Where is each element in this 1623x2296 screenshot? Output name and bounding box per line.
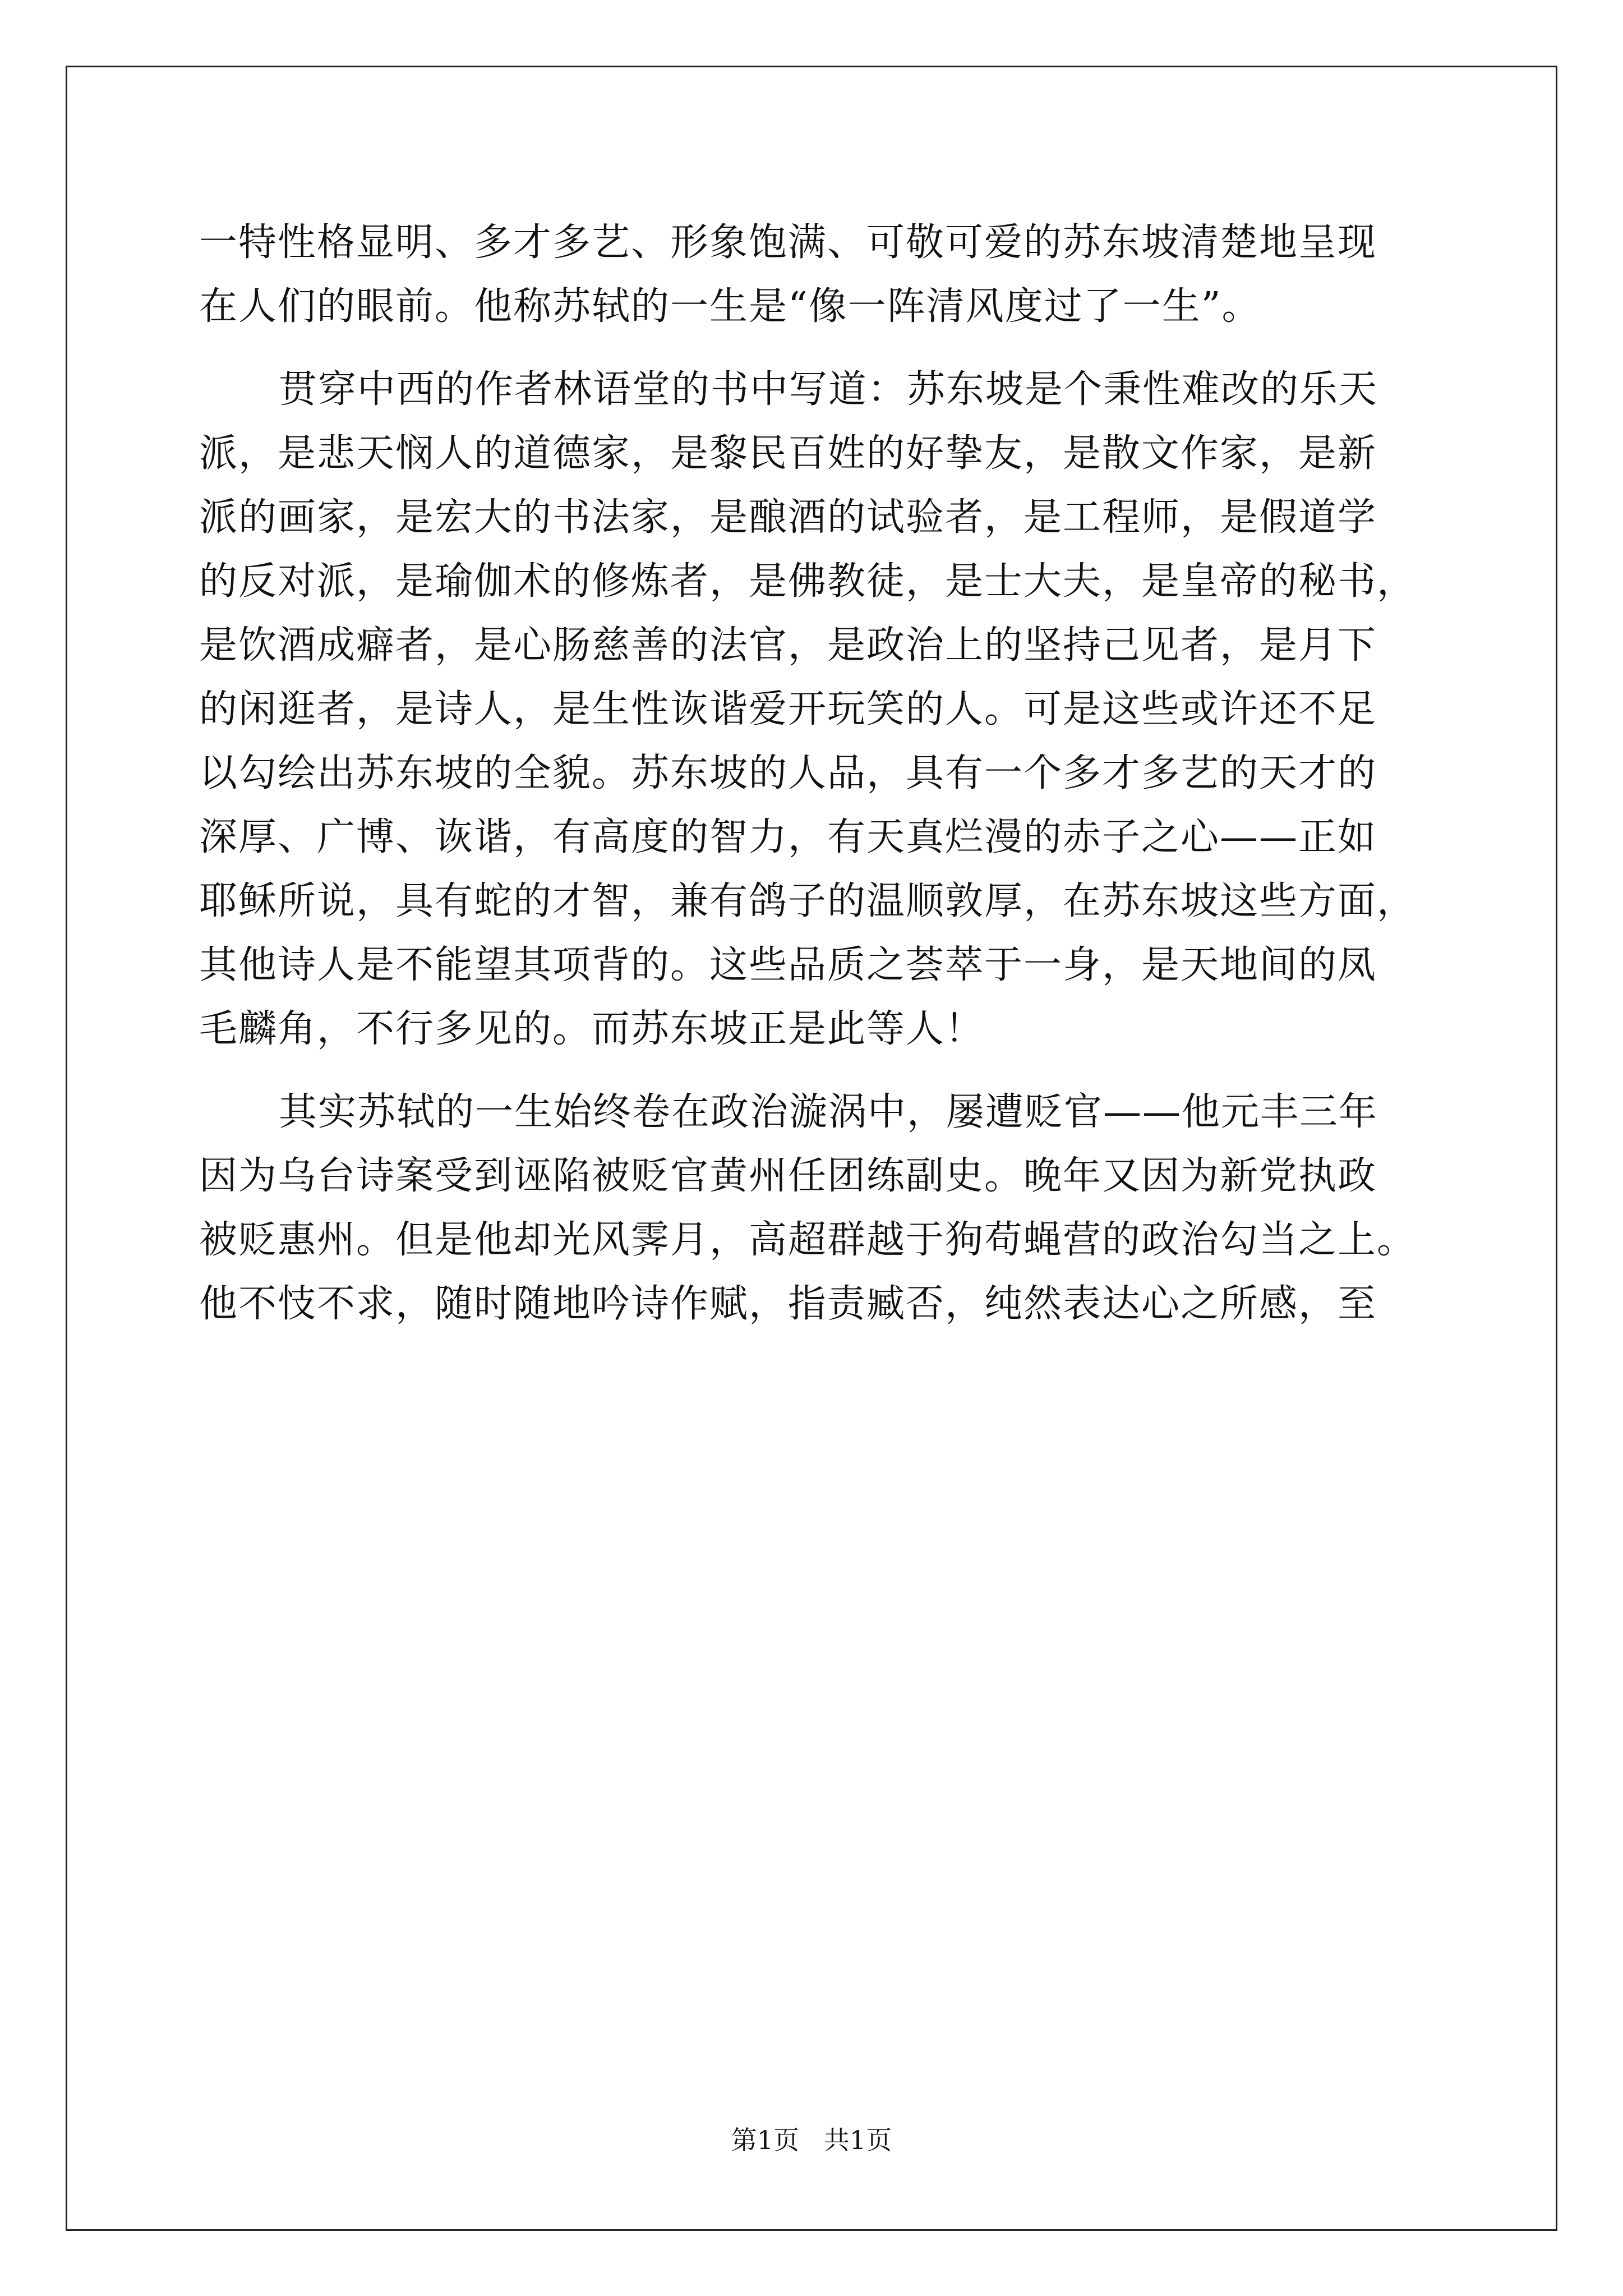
text-line: 因为乌台诗案受到诬陷被贬官黄州任团练副史。晚年又因为新党执政: [199, 1154, 1377, 1198]
text-line: 一特性格显明、多才多艺、形象饱满、可敬可爱的苏东坡清楚地呈现: [199, 220, 1377, 265]
text-line: 深厚、广博、诙谐，有高度的智力，有天真烂漫的赤子之心——正如: [199, 815, 1377, 859]
text-line: 的闲逛者，是诗人，是生性诙谐爱开玩笑的人。可是这些或许还不足: [199, 687, 1377, 731]
text-line: 他不忮不求，随时随地吟诗作赋，指责臧否，纯然表达心之所感，至: [199, 1282, 1377, 1326]
text-line: 毛麟角，不行多见的。而苏东坡正是此等人！: [199, 1007, 985, 1051]
text-line: 被贬惠州。但是他却光风霁月，高超群越于狗苟蝇营的政治勾当之上。: [199, 1218, 1417, 1262]
text-line: 派，是悲天悯人的道德家，是黎民百姓的好挚友，是散文作家，是新: [199, 431, 1377, 476]
document-body: [199, 211, 1427, 1336]
paragraph-first-line: 贯穿中西的作者林语堂的书中写道：苏东坡是个秉性难改的乐天: [279, 367, 1378, 412]
text-line: 的反对派，是瑜伽术的修炼者，是佛教徒，是士大夫，是皇帝的秘书，: [199, 559, 1417, 604]
page-number-footer: 第1页 共1页: [731, 2125, 892, 2155]
text-line: 在人们的眼前。他称苏轼的一生是“像一阵清风度过了一生”。: [199, 284, 1261, 329]
text-line: 是饮酒成癖者，是心肠慈善的法官，是政治上的坚持己见者，是月下: [199, 623, 1377, 668]
text-line: 派的画家，是宏大的书法家，是酿酒的试验者，是工程师，是假道学: [199, 495, 1377, 540]
text-line: 耶稣所说，具有蛇的才智，兼有鸽子的温顺敦厚，在苏东坡这些方面，: [199, 879, 1417, 923]
text-line: 其他诗人是不能望其项背的。这些品质之荟萃于一身，是天地间的凤: [199, 943, 1377, 987]
paragraph-first-line: 其实苏轼的一生始终卷在政治漩涡中，屡遭贬官——他元丰三年: [279, 1090, 1378, 1134]
text-line: 以勾绘出苏东坡的全貌。苏东坡的人品，具有一个多才多艺的天才的: [199, 751, 1377, 795]
